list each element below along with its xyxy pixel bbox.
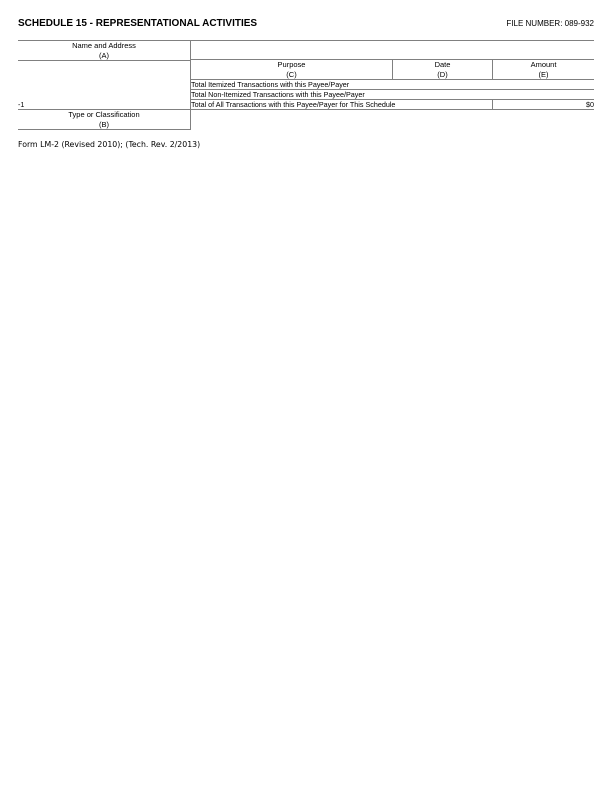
col-d-code: (D) xyxy=(437,69,448,79)
col-e-code: (E) xyxy=(538,69,549,79)
itemized-total-label: Total Itemized Transactions with this Payee/Payer xyxy=(191,80,350,89)
name-and-address-header xyxy=(18,41,190,60)
col-d-label: Date xyxy=(434,60,451,69)
total-amount-divider xyxy=(492,99,493,110)
amount-header xyxy=(493,60,594,79)
col-b-code: (B) xyxy=(99,119,109,129)
entry-id: -1 xyxy=(18,100,25,109)
col-c-label: Purpose xyxy=(277,60,306,69)
form-footer: Form LM-2 (Revised 2010); (Tech. Rev. 2/2013) xyxy=(18,140,201,149)
type-classification-header xyxy=(18,110,190,129)
right-bottom-rule xyxy=(190,109,594,110)
all-transactions-total-label: Total of All Transactions with this Payee/Payer for This Schedule xyxy=(191,100,396,109)
file-number: FILE NUMBER: 089-932 xyxy=(506,19,594,28)
col-a-label: Name and Address xyxy=(72,41,136,50)
left-bottom-rule xyxy=(18,129,190,130)
all-transactions-total-amount: $0 xyxy=(586,100,594,109)
purpose-header xyxy=(191,60,392,79)
name-header-rule xyxy=(18,60,190,61)
col-e-label: Amount xyxy=(530,60,557,69)
non-itemized-total-label: Total Non-Itemized Transactions with this Payee/Payer xyxy=(191,90,365,99)
col-a-code: (A) xyxy=(99,50,109,60)
schedule-title: SCHEDULE 15 - REPRESENTATIONAL ACTIVITIES xyxy=(18,18,258,29)
col-b-label: Type or Classification xyxy=(68,110,140,119)
date-header xyxy=(393,60,492,79)
col-c-code: (C) xyxy=(286,69,297,79)
